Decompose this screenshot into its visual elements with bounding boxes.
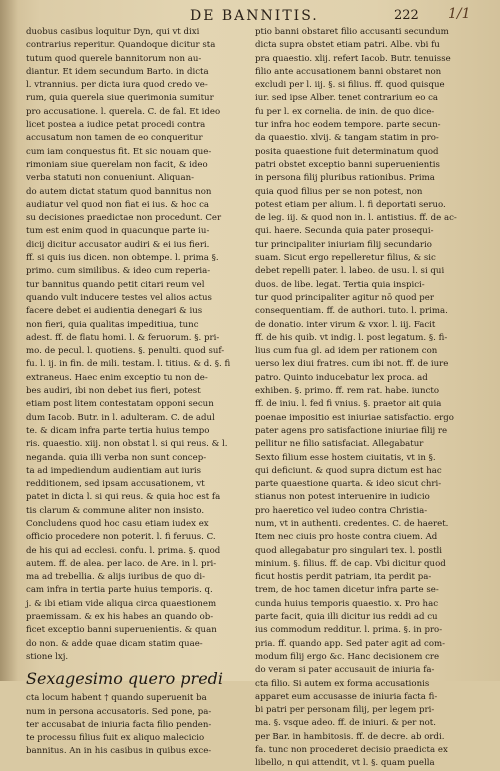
- text-line: de his qui ad ecclesi. confu. l. prima. §. quod: [26, 545, 221, 556]
- right-text-column: [255, 26, 477, 771]
- left-column-paragraph: [26, 26, 248, 664]
- text-line: duos. de libe. legat. Tertia quia inspici-: [255, 279, 425, 290]
- text-line: adest. ff. de flatu homi. l. & feruorum. §. pri-: [26, 332, 220, 343]
- left-column-paragraph-continued: [26, 692, 248, 758]
- text-line: libello, n qui attendit, vt l. §. quam puella: [255, 758, 435, 769]
- text-line: cum iam conquestus fit. Et sic nouam que-: [26, 146, 212, 157]
- text-line: tur infra hoc eodem tempore. parte secun-: [255, 120, 441, 131]
- text-line: tum est enim quod in quacunque parte iu-: [26, 226, 210, 237]
- text-line: fa. tunc non procederet decisio praedicta ex: [255, 745, 448, 756]
- text-line: debet repelli pater. l. labeo. de usu. l. si qui: [255, 266, 445, 277]
- text-line: consequentiam. ff. de authori. tuto. l. prima.: [255, 306, 448, 317]
- text-line: parte quaestione quarta. & ideo sicut chri-: [255, 479, 442, 490]
- text-line: cam infra in tertia parte huius temporis. q.: [26, 585, 213, 596]
- section-heading: Sexagesimo quero predi: [26, 669, 224, 689]
- text-line: Concludens quod hoc casu etiam iudex ex: [26, 518, 209, 529]
- text-line: filio ante accusationem banni obstaret non: [255, 66, 442, 77]
- text-line: excludi per l. iij. §. si filius. ff. quod quisque: [255, 80, 445, 91]
- text-line: de leg. iij. & quod non in. l. antistius. ff. de ac-: [255, 213, 457, 224]
- text-line: patet in dicta l. si qui reus. & quia hoc est fa: [26, 492, 221, 503]
- text-line: pra quaestio. xlij. refert Iacob. Butr. tenuisse: [255, 53, 451, 64]
- text-line: uerso lex diui fratres. cum ibi not. ff. de iure: [255, 359, 449, 370]
- text-line: do autem dictat statum quod bannitus non: [26, 186, 212, 197]
- text-line: bi patri per personam filij, per legem pri-: [255, 705, 435, 716]
- text-line: dum Iacob. Butr. in l. adulteram. C. de adul: [26, 412, 215, 423]
- binding-shadow: [0, 0, 18, 681]
- text-line: tutum quod querele bannitorum non au-: [26, 53, 202, 64]
- text-line: poenae impositio est iniuriae satisfactio. ergo: [255, 412, 454, 423]
- text-line: officio procedere non poterit. l. fi feruus. C.: [26, 532, 216, 543]
- text-line: te. & dicam infra parte tertia huius tempo: [26, 425, 210, 436]
- text-line: verba statuti non conueniunt. Aliquan-: [26, 173, 195, 184]
- page-header: [0, 6, 500, 28]
- text-line: tur principaliter iniuriam filij secundario: [255, 239, 432, 250]
- text-line: licet postea a iudice petat procedi contra: [26, 120, 206, 131]
- text-line: qui deficiunt. & quod supra dictum est hac: [255, 465, 442, 476]
- text-line: mo. de pecul. l. quotiens. §. penulti. quod suf-: [26, 346, 225, 357]
- text-line: duobus casibus loquitur Dyn, qui vt dixi: [26, 27, 200, 37]
- text-line: su decisiones praedictae non procedunt. Cer: [26, 213, 222, 224]
- text-line: do non. & adde quae dicam statim quae-: [26, 638, 203, 649]
- text-line: l. vtrannius. per dicta iura quod credo ve-: [26, 80, 208, 91]
- text-line: parte facit, quia illi dicitur ius reddi ad cu: [255, 612, 438, 623]
- text-line: fu. l. ij. in fin. de mili. testam. l. titius. & d. §. fi: [26, 359, 231, 370]
- text-line: apparet eum accusasse de iniuria facta fi-: [255, 691, 438, 702]
- text-line: ris. quaestio. xiij. non obstat l. si qui reus. & l.: [26, 439, 228, 450]
- text-line: minium. §. filius. ff. de cap. Vbi dicitur quod: [255, 558, 446, 569]
- text-line: qui. haere. Secunda quia pater prosequi-: [255, 226, 434, 237]
- text-line: neganda. quia illi verba non sunt concep-: [26, 452, 207, 463]
- text-line: contrarius reperitur. Quandoque dicitur sta: [26, 40, 216, 51]
- text-line: autem. ff. de alea. per laco. de Are. in l. pri-: [26, 558, 217, 569]
- text-line: primo. cum similibus. & ideo cum reperia-: [26, 266, 211, 277]
- text-line: rimoniam siue querelam non facit, & ideo: [26, 159, 208, 170]
- text-line: modum filij ergo &c. Hanc decisionem cre: [255, 651, 440, 662]
- text-line: tur quod principaliter agitur nō quod per: [255, 292, 435, 303]
- text-line: patri obstet exceptio banni superuenientis: [255, 159, 440, 170]
- text-line: ff. de iniu. l. fed fi vnius. §. praetor ait quia: [255, 399, 442, 410]
- text-line: ficut hostis perdit patriam, ita perdit pa-: [255, 572, 432, 583]
- text-line: fu per l. ex cornelia. de inin. de quo dice-: [255, 106, 435, 117]
- text-line: praemissam. & ex his habes an quando ob-: [26, 612, 214, 623]
- text-line: pro haeretico vel iudeo contra Christia-: [255, 505, 428, 516]
- text-line: ma ad trebellia. & alijs iuribus de quo di-: [26, 572, 205, 583]
- text-line: trem, de hoc tamen dicetur infra parte se-: [255, 585, 439, 596]
- text-line: tis clarum & commune aliter non insisto.: [26, 505, 205, 516]
- text-line: stione lxj.: [26, 651, 69, 662]
- text-line: do veram si pater accusauit de iniuria fa-: [255, 665, 435, 676]
- text-line: potest etiam per alium. l. fi deportati seruo.: [255, 199, 446, 210]
- text-line: tur bannitus quando petit citari reum vel: [26, 279, 205, 290]
- text-line: pater agens pro satisfactione iniuriae filij re: [255, 425, 448, 436]
- text-line: ta ad impediendum audientiam aut iuris: [26, 465, 202, 476]
- text-line: audiatur vel quod non fiat ei ius. & hoc ca: [26, 199, 210, 210]
- text-line: posita quaestione fuit determinatum quod: [255, 146, 439, 157]
- text-line: pellitur ne filio satisfaciat. Allegabatur: [255, 439, 424, 450]
- text-line: quia quod filius per se non potest, non: [255, 186, 423, 197]
- running-head: DE BANNITIS.: [190, 8, 319, 24]
- text-line: patro. Quinto inducebatur lex proca. ad: [255, 372, 428, 383]
- text-line: Sexto filium esse hostem ciuitatis, vt in §.: [255, 452, 436, 463]
- text-line: cunda huius temporis quaestio. x. Pro hac: [255, 598, 439, 609]
- text-line: redditionem, sed ipsam accusationem, vt: [26, 479, 205, 490]
- text-line: extraneus. Haec enim exceptio tu non de-: [26, 372, 208, 383]
- text-line: quando vult inducere testes vel alios actus: [26, 292, 212, 303]
- text-line: ius commodum redditur. l. prima. §. in pro-: [255, 625, 443, 636]
- text-line: exhiben. §. primo. ff. rem rat. habe. iuncto: [255, 386, 440, 397]
- text-line: bannitus. An in his casibus in quibus exce-: [26, 746, 212, 757]
- text-line: per Bar. in hambitosis. ff. de decre. ab ordi.: [255, 731, 445, 742]
- left-text-column: [26, 26, 248, 759]
- text-line: te processu filius fuit ex aliquo malecicio: [26, 733, 205, 744]
- text-line: ficet exceptio banni superuenientis. & quan: [26, 625, 217, 636]
- text-line: cta filio. Si autem ex forma accusationis: [255, 678, 430, 689]
- text-line: cta locum habent † quando superuenit ba: [26, 693, 207, 704]
- text-line: Item nec ciuis pro hoste contra ciuem. Ad: [255, 532, 438, 543]
- text-line: de donatio. inter virum & vxor. l. iij. Facit: [255, 319, 436, 330]
- text-line: diantur. Et idem secundum Barto. in dicta: [26, 66, 209, 77]
- text-line: num in persona accusatoris. Sed pone, pa-: [26, 706, 212, 717]
- text-line: bes audiri, ibi non debet ius fieri, potest: [26, 386, 201, 397]
- text-line: ff. de his quib. vt indig. l. post legatum. §. fi-: [255, 332, 448, 343]
- text-line: dicta supra obstet etiam patri. Albe. vbi fu: [255, 40, 440, 51]
- text-line: pria. ff. quando app. Sed pater agit ad com-: [255, 638, 446, 649]
- text-line: pro accusatione. l. querela. C. de fal. Et ideo: [26, 106, 221, 117]
- text-line: stianus non potest interuenire in iudicio: [255, 492, 430, 503]
- text-line: rum, quia querela siue querimonia sumitur: [26, 93, 214, 104]
- text-line: ma. §. vsque adeo. ff. de iniuri. & per not.: [255, 718, 436, 729]
- text-line: non fieri, quia qualitas impeditiua, tunc: [26, 319, 199, 330]
- text-line: da quaestio. xlvij. & tangam statim in pro-: [255, 133, 439, 144]
- text-line: ptio banni obstaret filio accusanti secundum: [255, 27, 449, 37]
- text-line: quod allegabatur pro singulari tex. l. postli: [255, 545, 443, 556]
- text-line: dicij dicitur accusator audiri & ei ius fieri.: [26, 239, 210, 250]
- text-line: suam. Sicut ergo repelleretur filius, & sic: [255, 253, 436, 264]
- text-line: lius cum fua gl. ad idem per rationem con: [255, 346, 438, 357]
- text-line: ter accusabat de iniuria facta filio penden-: [26, 719, 212, 730]
- text-line: facere debet ei audientia denegari & ius: [26, 306, 203, 317]
- text-line: num, vt in authenti. credentes. C. de haeret.: [255, 518, 449, 529]
- text-line: j. & ibi etiam vide aliqua circa quaestionem: [26, 598, 217, 609]
- text-line: in persona filij pluribus rationibus. Prima: [255, 173, 435, 184]
- text-line: ff. si quis ius dicen. non obtempe. l. prima §.: [26, 253, 219, 264]
- handwritten-annotation: 1/1: [448, 6, 471, 22]
- text-line: etiam post litem contestatam opponi secun: [26, 399, 214, 410]
- text-line: accusatum non tamen de eo conqueritur: [26, 133, 203, 144]
- page-number: 222: [394, 8, 419, 23]
- text-line: iur. sed ipse Alber. tenet contrarium eo ca: [255, 93, 439, 104]
